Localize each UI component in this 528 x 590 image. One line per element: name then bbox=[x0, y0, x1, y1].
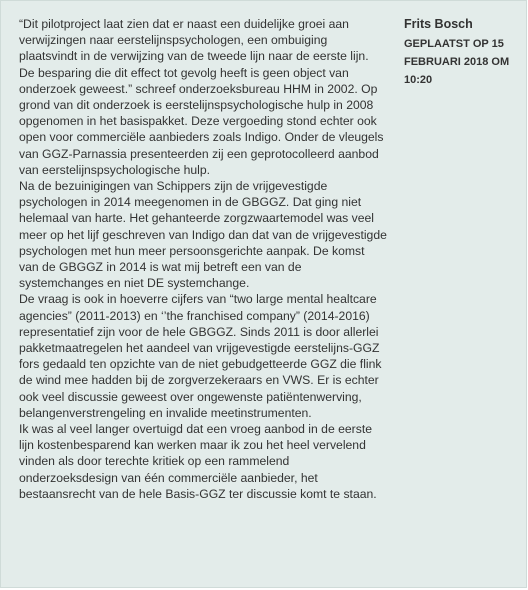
comment-paragraph-3: De vraag is ook in hoeverre cijfers van “two large mental healtcare agencies” (2011-2013) en ‘’the franchised company” (2014-2016) representatief zijn voor de hele GBGGZ. Sinds 2011 is door allerlei pakketmaatregelen het aandeel van vrijgevestigde eerstelijns-GGZ fors gedaald ten opzichte van de niet gebudgetteerde GGZ die flink de wind mee hadden bij de zorgverzekeraars en VWS. Er is echter ook veel discussie geweest over ongewenste patiëntenwerving, belangenverstrengeling en invalide meetinstrumenten. bbox=[19, 292, 382, 420]
comment-paragraph-4: Ik was al veel langer overtuigd dat een vroeg aanbod in de eerste lijn kostenbesparend kan werken maar ik zou het heel vervelend vinden als door terechte kritiek op een rammelend onderzoeksdesign van één commerciële aanbieder, het bestaansrecht van de hele Basis-GGZ ter discussie komt te staan. bbox=[19, 422, 377, 501]
comment-posted-date: GEPLAATST OP 15 FEBRUARI 2018 OM 10:20 bbox=[404, 38, 510, 86]
comment-paragraph-2: Na de bezuinigingen van Schippers zijn de vrijgevestigde psychologen in 2014 meegenomen in de GBGGZ. Dat ging niet helemaal van harte. Het gehanteerde zorgzwaartemodel was veel meer op het lijf geschreven van Indigo dan dat van de vrijgevestigde psychologen met hun meer persoonsgerichte aanpak. De komst van de GBGGZ in 2014 is wat mij betreft een van de systemchanges en niet DE systemchange. bbox=[19, 179, 387, 291]
comment-meta bbox=[404, 16, 522, 89]
comment-body bbox=[19, 16, 387, 502]
comment-author: Frits Bosch bbox=[404, 17, 473, 31]
comment-paragraph-1: “Dit pilotproject laat zien dat er naast een duidelijke groei aan verwijzingen naar eerstelijnspsychologen, een ombuiging plaatsvindt in de verwijzing van de tweede lijn naar de eerste lijn. De besparing die dit effect tot gevolg heeft is geen object van onderzoek geweest.” schreef onderzoeksbureau HHM in 2002. Op grond van dit onderzoek is eerstelijnspsychologische hulp in 2008 opgenomen in het basispakket. Deze vergoeding stond echter ook open voor commerciële aanbieders zoals Indigo. Onder de vleugels van GGZ-Parnassia presenteerden zij een geprotocolleerd aanbod van eerstelijnspsychologische hulp. bbox=[19, 17, 384, 177]
